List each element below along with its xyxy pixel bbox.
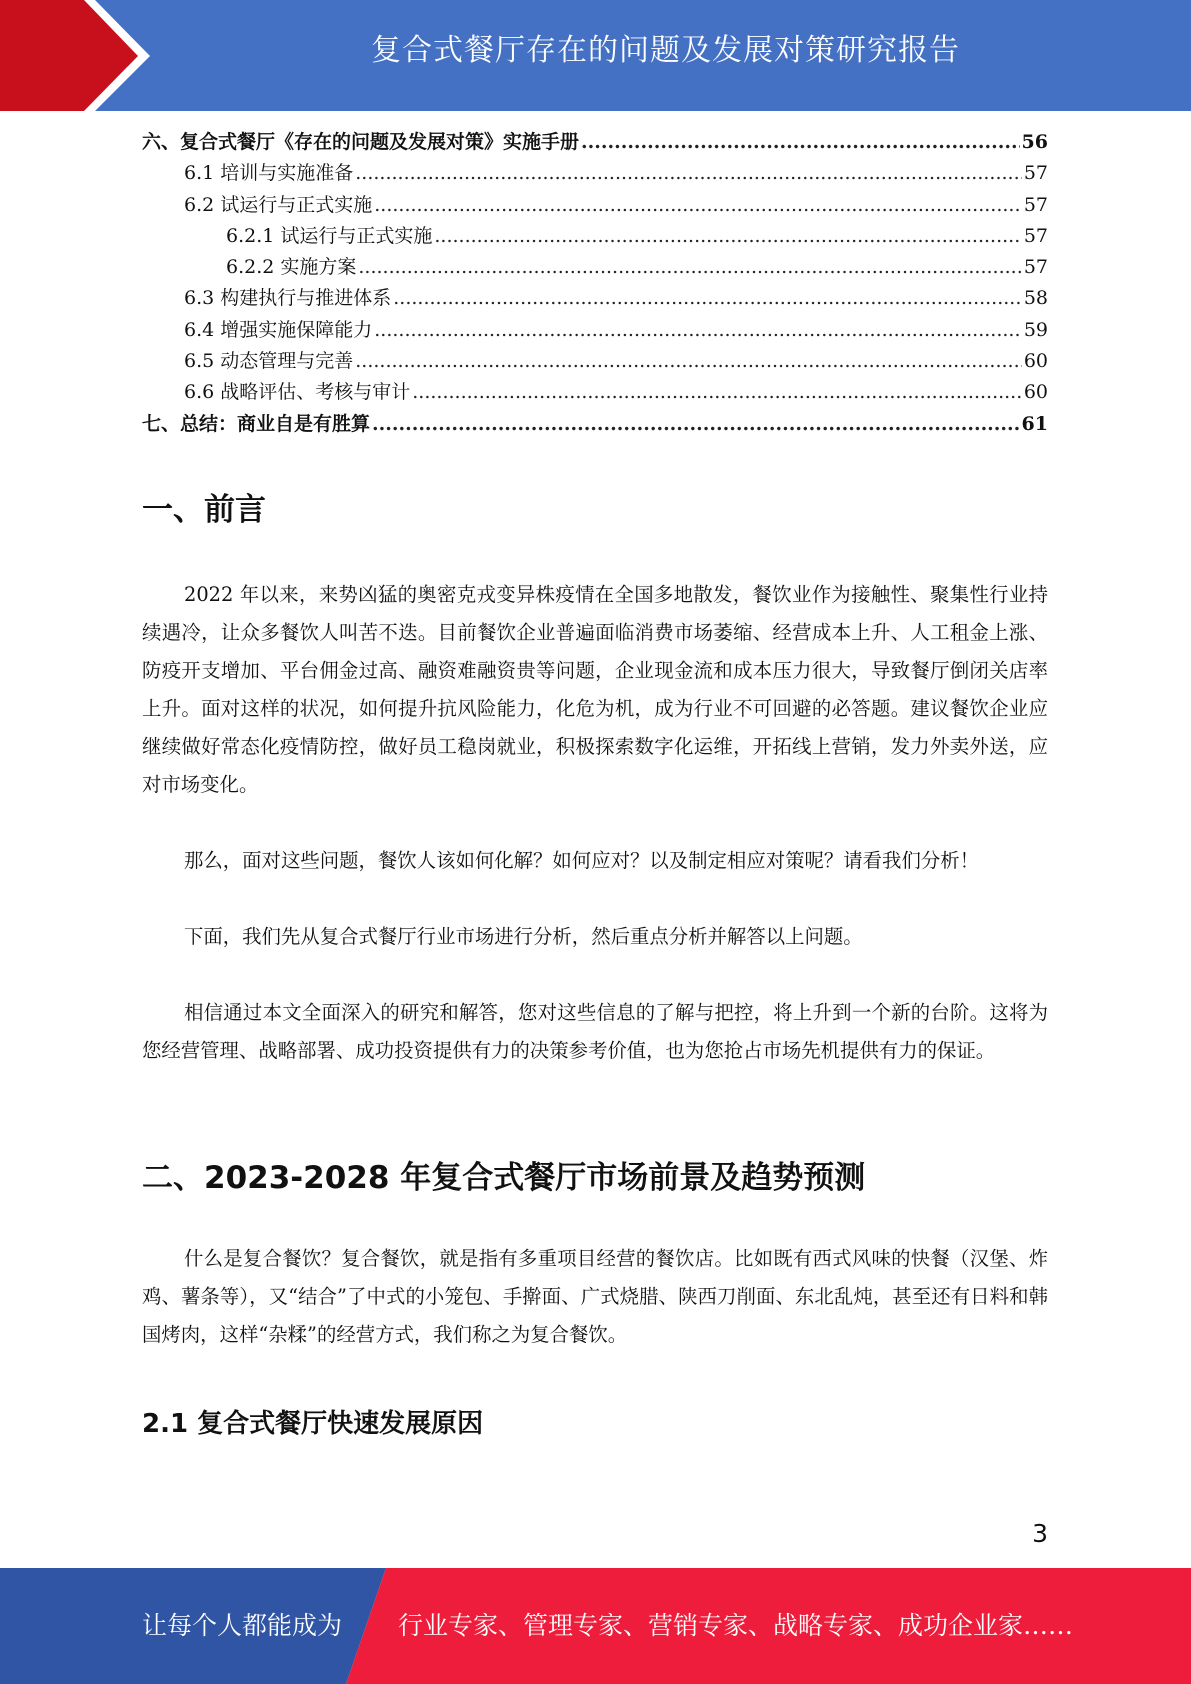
subsection-heading: 2.1 复合式餐厅快速发展原因 — [142, 1409, 484, 1439]
section-heading-market-outlook: 二、2023-2028 年复合式餐厅市场前景及趋势预测 — [142, 1160, 866, 1196]
toc-entry-label: 6.3 构建执行与推进体系 — [184, 287, 392, 310]
toc-entry-label: 6.2.1 试运行与正式实施 — [226, 224, 433, 247]
toc-entry-page: 61 — [1021, 412, 1048, 435]
toc-entry[interactable] — [142, 221, 1048, 252]
toc-entry[interactable] — [142, 283, 1048, 314]
header-banner — [0, 0, 1191, 111]
toc-leader-dots — [374, 194, 1022, 216]
toc-entry-page: 56 — [1021, 131, 1048, 153]
toc-leader-dots — [581, 131, 1020, 153]
toc-leader-dots — [393, 287, 1022, 309]
toc-entry-label: 6.1 培训与实施准备 — [184, 162, 354, 185]
footer-banner — [0, 1568, 1191, 1684]
paragraph: 那么，面对这些问题，餐饮人该如何化解？如何应对？以及制定相应对策呢？请看我们分析！ — [184, 849, 980, 872]
report-title: 复合式餐厅存在的问题及发展对策研究报告 — [371, 33, 960, 68]
toc-leader-dots — [355, 162, 1022, 184]
toc-entry-page: 60 — [1023, 381, 1048, 404]
section-heading-preface: 一、前言 — [142, 492, 266, 528]
toc-entry-label: 6.5 动态管理与完善 — [184, 350, 354, 373]
footer-slogan-right: 行业专家、管理专家、营销专家、战略专家、成功企业家…… — [398, 1611, 1074, 1640]
toc-leader-dots — [374, 319, 1022, 341]
toc-leader-dots — [372, 413, 1020, 435]
toc-entry-page: 58 — [1023, 287, 1048, 310]
toc-entry-page: 57 — [1023, 193, 1048, 216]
toc-entry[interactable] — [142, 346, 1048, 377]
table-of-contents — [142, 127, 1048, 440]
paragraph: 什么是复合餐饮？复合餐饮，就是指有多重项目经营的餐饮店。比如既有西式风味的快餐（汉堡、炸鸡、薯条等），又“结合”了中式的小笼包、手擀面、广式烧腊、陕西刀削面、东北乱炖，甚至还有日料和韩国烤肉，这样“杂糅”的经营方式，我们称之为复合餐饮。 — [142, 1247, 1048, 1346]
toc-entry-page: 60 — [1023, 350, 1048, 373]
toc-entry-page: 57 — [1023, 162, 1048, 185]
toc-entry[interactable] — [142, 315, 1048, 346]
toc-entry[interactable] — [142, 409, 1048, 440]
toc-entry-label: 6.2 试运行与正式实施 — [184, 193, 373, 216]
toc-entry[interactable] — [142, 127, 1048, 158]
toc-entry-page: 57 — [1023, 256, 1048, 279]
toc-leader-dots — [355, 350, 1022, 372]
footer-slogan-left: 让每个人都能成为 — [142, 1611, 343, 1640]
toc-entry-label: 六、复合式餐厅《存在的问题及发展对策》实施手册 — [142, 131, 580, 153]
paragraph: 相信通过本文全面深入的研究和解答，您对这些信息的了解与把控，将上升到一个新的台阶。这将为您经营管理、战略部署、成功投资提供有力的决策参考价值，也为您抢占市场先机提供有力的保证。 — [142, 1001, 1048, 1062]
toc-entry-page: 57 — [1023, 224, 1048, 247]
toc-entry[interactable] — [142, 158, 1048, 189]
paragraph: 下面，我们先从复合式餐厅行业市场进行分析，然后重点分析并解答以上问题。 — [184, 925, 863, 948]
page-number: 3 — [1032, 1519, 1048, 1548]
toc-entry-page: 59 — [1023, 318, 1048, 341]
toc-entry[interactable] — [142, 252, 1048, 283]
paragraph: 2022 年以来，来势凶猛的奥密克戎变异株疫情在全国多地散发，餐饮业作为接触性、聚集性行业持续遇冷，让众多餐饮人叫苦不迭。目前餐饮企业普遍面临消费市场萎缩、经营成本上升、人工租金上涨、防疫开支增加、平台佣金过高、融资难融资贵等问题，企业现金流和成本压力很大，导致餐厅倒闭关店率上升。面对这样的状况，如何提升抗风险能力，化危为机，成为行业不可回避的必答题。建议餐饮企业应继续做好常态化疫情防控，做好员工稳岗就业，积极探索数字化运维，开拓线上营销，发力外卖外送，应对市场变化。 — [142, 583, 1048, 796]
toc-leader-dots — [358, 256, 1021, 278]
toc-entry[interactable] — [142, 377, 1048, 408]
toc-entry-label: 七、总结：商业自是有胜算 — [142, 412, 371, 435]
toc-entry-label: 6.6 战略评估、考核与审计 — [184, 381, 411, 404]
toc-leader-dots — [434, 225, 1021, 247]
toc-entry-label: 6.4 增强实施保障能力 — [184, 318, 373, 341]
toc-entry-label: 6.2.2 实施方案 — [226, 256, 357, 279]
toc-entry[interactable] — [142, 190, 1048, 221]
toc-leader-dots — [412, 381, 1022, 403]
